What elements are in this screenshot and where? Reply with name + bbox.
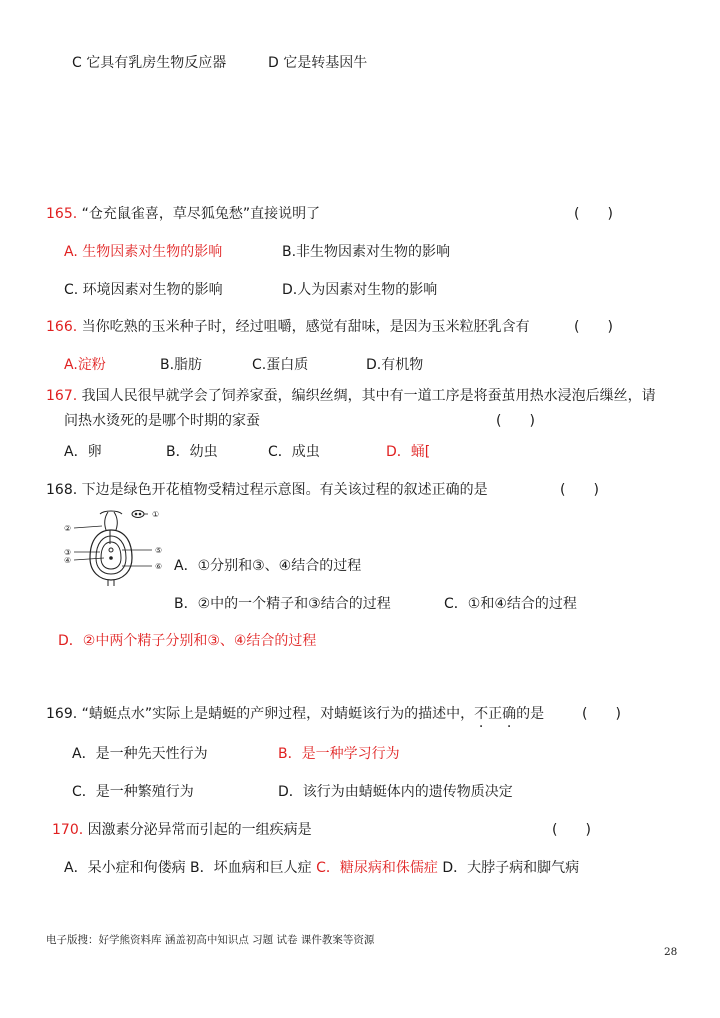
egg-cell	[109, 548, 113, 552]
pollen-tube	[105, 512, 108, 530]
question-number: 166.	[46, 319, 78, 335]
q166-option-b: B.脂肪	[160, 357, 203, 373]
q168-option-b: B．②中的一个精子和③结合的过程	[174, 596, 391, 612]
style-wall	[114, 512, 117, 530]
stigma	[100, 511, 122, 514]
q165-option-c: C. 环境因素对生物的影响	[64, 282, 223, 298]
q169-option-b: B．是一种学习行为	[278, 746, 400, 762]
page-number: 28	[664, 946, 678, 958]
diagram-label-4: ④	[64, 556, 72, 565]
question-stem: 的是	[516, 706, 545, 722]
q169-option-d: D．该行为由蜻蜓体内的遗传物质决定	[278, 784, 513, 800]
q167-option-a: A．卵	[64, 444, 102, 460]
q170-option-a: A．呆小症和佝偻病	[64, 860, 186, 876]
leader-line	[74, 526, 102, 528]
question-number: 169.	[46, 706, 78, 722]
question-stem: 正	[488, 706, 503, 722]
q170-option-d: D．大脖子病和脚气病	[442, 860, 580, 876]
diagram-label-1: ①	[152, 510, 160, 519]
question-stem: 当你吃熟的玉米种子时，经过咀嚼，感觉有甜味，是因为玉米粒胚乳含有	[81, 319, 530, 335]
q167-option-d: D．蛹[	[386, 444, 431, 460]
diagram-label-5: ⑤	[155, 546, 163, 555]
q168-option-c: C．①和④结合的过程	[444, 596, 577, 612]
fertilization-diagram	[60, 508, 170, 588]
footer-note: 电子版搜：好学熊资料库 涵盖初高中知识点 习题 试卷 课件教案等资源	[46, 934, 375, 946]
question-number: 165.	[46, 206, 78, 222]
sperm-nucleus	[135, 513, 138, 516]
q164-option-d: D 它是转基因牛	[268, 55, 368, 71]
q166-option-c: C.蛋白质	[252, 357, 309, 373]
question-stem: 因激素分泌异常而引起的一组疾病是	[87, 822, 312, 838]
answer-paren: ( )	[496, 413, 535, 429]
answer-paren: ( )	[582, 706, 621, 722]
question-number: 168.	[46, 482, 78, 498]
diagram-label-3: ③	[64, 548, 72, 557]
emphasis-char: 不	[474, 706, 489, 722]
question-stem-line1: 我国人民很早就学会了饲养家蚕，编织丝绸，其中有一道工序是将蚕茧用热水浸泡后缫丝，请	[81, 388, 656, 404]
q166-option-a: A.淀粉	[64, 357, 106, 373]
q169-option-c: C．是一种繁殖行为	[72, 784, 194, 800]
answer-paren: ( )	[574, 206, 613, 222]
q170-option-c: C．糖尿病和侏儒症	[316, 860, 438, 876]
answer-paren: ( )	[574, 319, 613, 335]
q165-question	[46, 205, 320, 223]
question-stem-line2: 问热水烫死的是哪个时期的家蚕	[64, 413, 260, 429]
diagram-label-2: ②	[64, 524, 72, 533]
question-stem: “仓充鼠雀喜，草尽狐兔愁”直接说明了	[81, 206, 321, 222]
sperm-nucleus	[139, 513, 142, 516]
question-number: 167.	[46, 388, 78, 404]
q168-option-d: D．②中两个精子分别和③、④结合的过程	[58, 633, 317, 649]
question-stem: 下边是绿色开花植物受精过程示意图。有关该过程的叙述正确的是	[81, 482, 488, 498]
q170-option-b: B．坏血病和巨人症	[190, 860, 312, 876]
diagram-label-6: ⑥	[155, 562, 163, 571]
q170-options	[64, 859, 579, 877]
embryo-sac	[101, 542, 121, 569]
emphasis-char: 确	[502, 706, 517, 722]
q164-option-c: C 它具有乳房生物反应器	[72, 55, 227, 71]
q168-question	[46, 481, 488, 499]
q165-option-a: A. 生物因素对生物的影响	[64, 244, 223, 260]
polar-nuclei	[109, 556, 113, 560]
q166-question	[46, 318, 530, 336]
q170-question	[52, 821, 312, 839]
q168-option-a: A．①分别和③、④结合的过程	[174, 558, 362, 574]
q165-option-d: D.人为因素对生物的影响	[282, 282, 438, 298]
q167-option-c: C．成虫	[268, 444, 320, 460]
pollen-grain	[132, 511, 144, 518]
answer-paren: ( )	[552, 822, 591, 838]
leader-line	[74, 558, 104, 560]
question-stem: “蜻蜓点水”实际上是蜻蜓的产卵过程，对蜻蜓该行为的描述中，	[81, 706, 475, 722]
q165-option-b: B.非生物因素对生物的影响	[282, 244, 451, 260]
q166-option-d: D.有机物	[366, 357, 424, 373]
q169-question	[46, 705, 544, 723]
q167-option-b: B．幼虫	[166, 444, 218, 460]
ovary-stalk	[108, 580, 114, 586]
q167-question	[46, 387, 656, 405]
answer-paren: ( )	[560, 482, 599, 498]
question-number: 170.	[52, 822, 84, 838]
q169-option-a: A．是一种先天性行为	[72, 746, 208, 762]
